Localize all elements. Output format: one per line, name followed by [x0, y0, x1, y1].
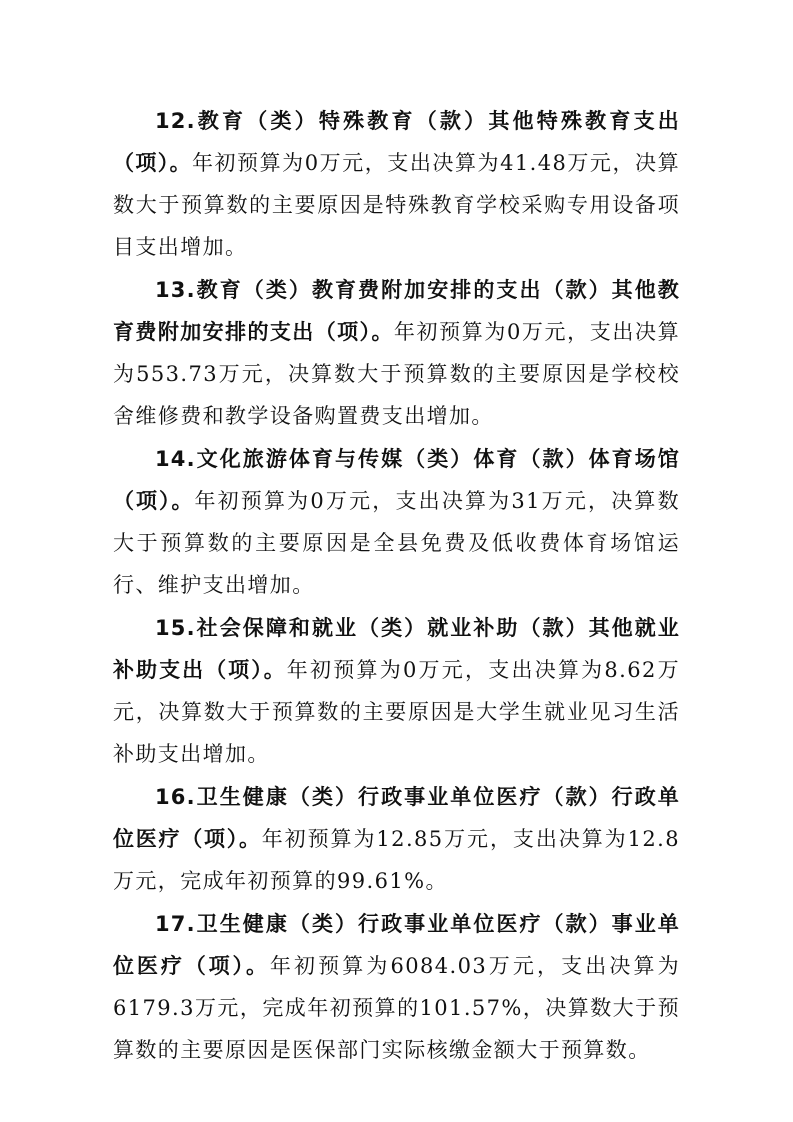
paragraph-item-16: [113, 776, 680, 902]
paragraph-heading: 14.文化旅游体育与传媒（类）体育（款）体育场馆（项）。: [113, 447, 680, 513]
paragraph-heading: 12.教育（类）特殊教育（款）其他特殊教育支出（项）。: [113, 109, 680, 175]
paragraph-heading: 15.社会保障和就业（类）就业补助（款）其他就业补助支出（项）。: [113, 616, 680, 682]
paragraph-text: 年初预算为0万元，支出决算为41.48万元，决算数大于预算数的主要原因是特殊教育学校采购专用设备项目支出增加。: [113, 151, 680, 259]
paragraph-text: 年初预算为12.85万元，支出决算为12.8万元，完成年初预算的99.61%。: [113, 827, 680, 893]
paragraph-text: 年初预算为0万元，支出决算为553.73万元，决算数大于预算数的主要原因是学校校舍维修费和教学设备购置费支出增加。: [113, 320, 680, 428]
paragraph-item-15: [113, 607, 680, 775]
paragraph-text: 年初预算为0万元，支出决算为31万元，决算数大于预算数的主要原因是全县免费及低收费体育场馆运行、维护支出增加。: [113, 489, 680, 597]
paragraph-item-17: [113, 903, 680, 1071]
paragraph-text: 年初预算为0万元，支出决算为8.62万元，决算数大于预算数的主要原因是大学生就业见习生活补助支出增加。: [113, 658, 681, 766]
paragraph-text: 年初预算为6084.03万元，支出决算为6179.3万元，完成年初预算的101.57%，决算数大于预算数的主要原因是医保部门实际核缴金额大于预算数。: [113, 954, 680, 1062]
paragraph-item-14: [113, 438, 680, 606]
paragraph-item-12: [113, 100, 680, 268]
paragraph-heading: 17.卫生健康（类）行政事业单位医疗（款）事业单位医疗（项）。: [113, 912, 680, 978]
paragraph-heading: 13.教育（类）教育费附加安排的支出（款）其他教育费附加安排的支出（项）。: [113, 278, 680, 344]
paragraph-heading: 16.卫生健康（类）行政事业单位医疗（款）行政单位医疗（项）。: [113, 785, 680, 851]
paragraph-item-13: [113, 269, 680, 437]
document-body: [113, 100, 680, 1072]
